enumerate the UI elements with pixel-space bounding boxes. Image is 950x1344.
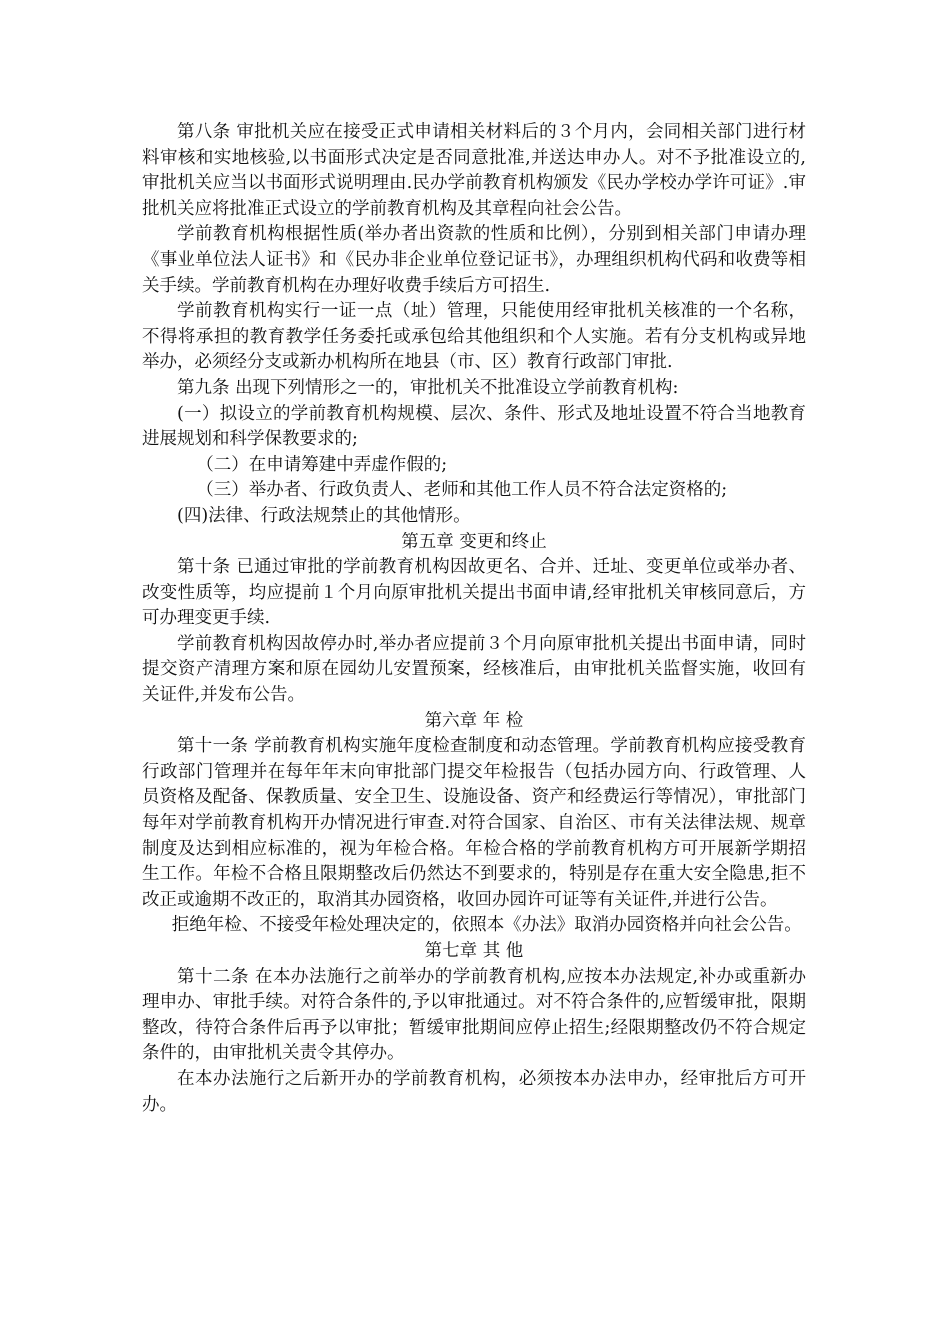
article-12-paragraph: 第十二条 在本办法施行之前举办的学前教育机构,应按本办法规定,补办或重新办理申办、审批手续。对符合条件的,予以审批通过。对不符合条件的,应暂缓审批，限期整改，待符合条件后再予以审批；暂缓审批期间应停止招生;经限期整改仍不符合规定条件的，由审批机关责令其停办。 [142,966,806,1064]
article-9-item-3: （三）举办者、行政负责人、老师和其他工作人员不符合法定资格的; [196,480,728,501]
article-9-item-1: (一）拟设立的学前教育机构规模、层次、条件、形式及地址设置不符合当地教育进展规划和科学保教要求的; [142,403,806,450]
suspension-paragraph: 学前教育机构因故停办时,举办者应提前３个月向原审批机关提出书面申请，同时提交资产清理方案和原在园幼儿安置预案，经核准后，由审批机关监督实施，收回有关证件,并发布公告。 [142,633,806,706]
article-9-item-2: （二）在申请筹建中弄虚作假的; [196,454,448,475]
one-license-paragraph: 学前教育机构实行一证一点（址）管理，只能使用经审批机关核准的一个名称，不得将承担的教育教学任务委托或承包给其他组织和个人实施。若有分支机构或异地举办，必须经分支或新办机构所在地县（市、区）教育行政部门审批. [142,301,806,373]
refuse-inspection-paragraph: 拒绝年检、不接受年检处理决定的，依照本《办法》取消办园资格并向社会公告。 [171,915,802,936]
article-11-paragraph: 第十一条 学前教育机构实施年度检查制度和动态管理。学前教育机构应接受教育行政部门管理并在每年年末向审批部门提交年检报告（包括办园方向、行政管理、人员资格及配备、保教质量、安全卫生、设施设备、资产和经费运行等情况），审批部门每年对学前教育机构开办情况进行审查.对符合国家、自治区、市有关法律法规、规章制度及达到相应标准的，视为年检合格。年检合格的学前教育机构方可开展新学期招生工作。年检不合格且限期整改后仍然达不到要求的，特别是存在重大安全隐患,拒不改正或逾期不改正的，取消其办园资格，收回办园许可证等有关证件,并进行公告。 [142,736,806,910]
document-page [142,120,806,1118]
article-8-paragraph: 第八条 审批机关应在接受正式申请相关材料后的３个月内，会同相关部门进行材料审核和实地核验,以书面形式决定是否同意批准,并送达申办人。对不予批准设立的,审批机关应当以书面形式说明理由.民办学前教育机构颁发《民办学校办学许可证》.审批机关应将批准正式设立的学前教育机构及其章程向社会公告。 [142,122,806,219]
article-9-paragraph: 第九条 出现下列情形之一的，审批机关不批准设立学前教育机构: [177,377,679,398]
chapter-6-heading: 第六章 年 检 [424,710,524,731]
chapter-7-heading: 第七章 其 他 [424,941,524,961]
chapter-5-heading: 第五章 变更和终止 [401,531,547,552]
article-9-item-4: (四)法律、行政法规禁止的其他情形。 [177,505,471,526]
new-institution-paragraph: 在本办法施行之后新开办的学前教育机构，必须按本办法申办，经审批后方可开办。 [142,1068,806,1115]
article-10-paragraph: 第十条 已通过审批的学前教育机构因故更名、合并、迁址、变更单位或举办者、改变性质等，均应提前１个月向原审批机关提出书面申请,经审批机关审核同意后，方可办理变更手续. [142,557,806,629]
nature-registration-paragraph: 学前教育机构根据性质(举办者出资款的性质和比例），分别到相关部门申请办理《事业单位法人证书》和《民办非企业单位登记证书》，办理组织机构代码和收费等相关手续。学前教育机构在办理好收费手续后方可招生. [142,224,806,296]
